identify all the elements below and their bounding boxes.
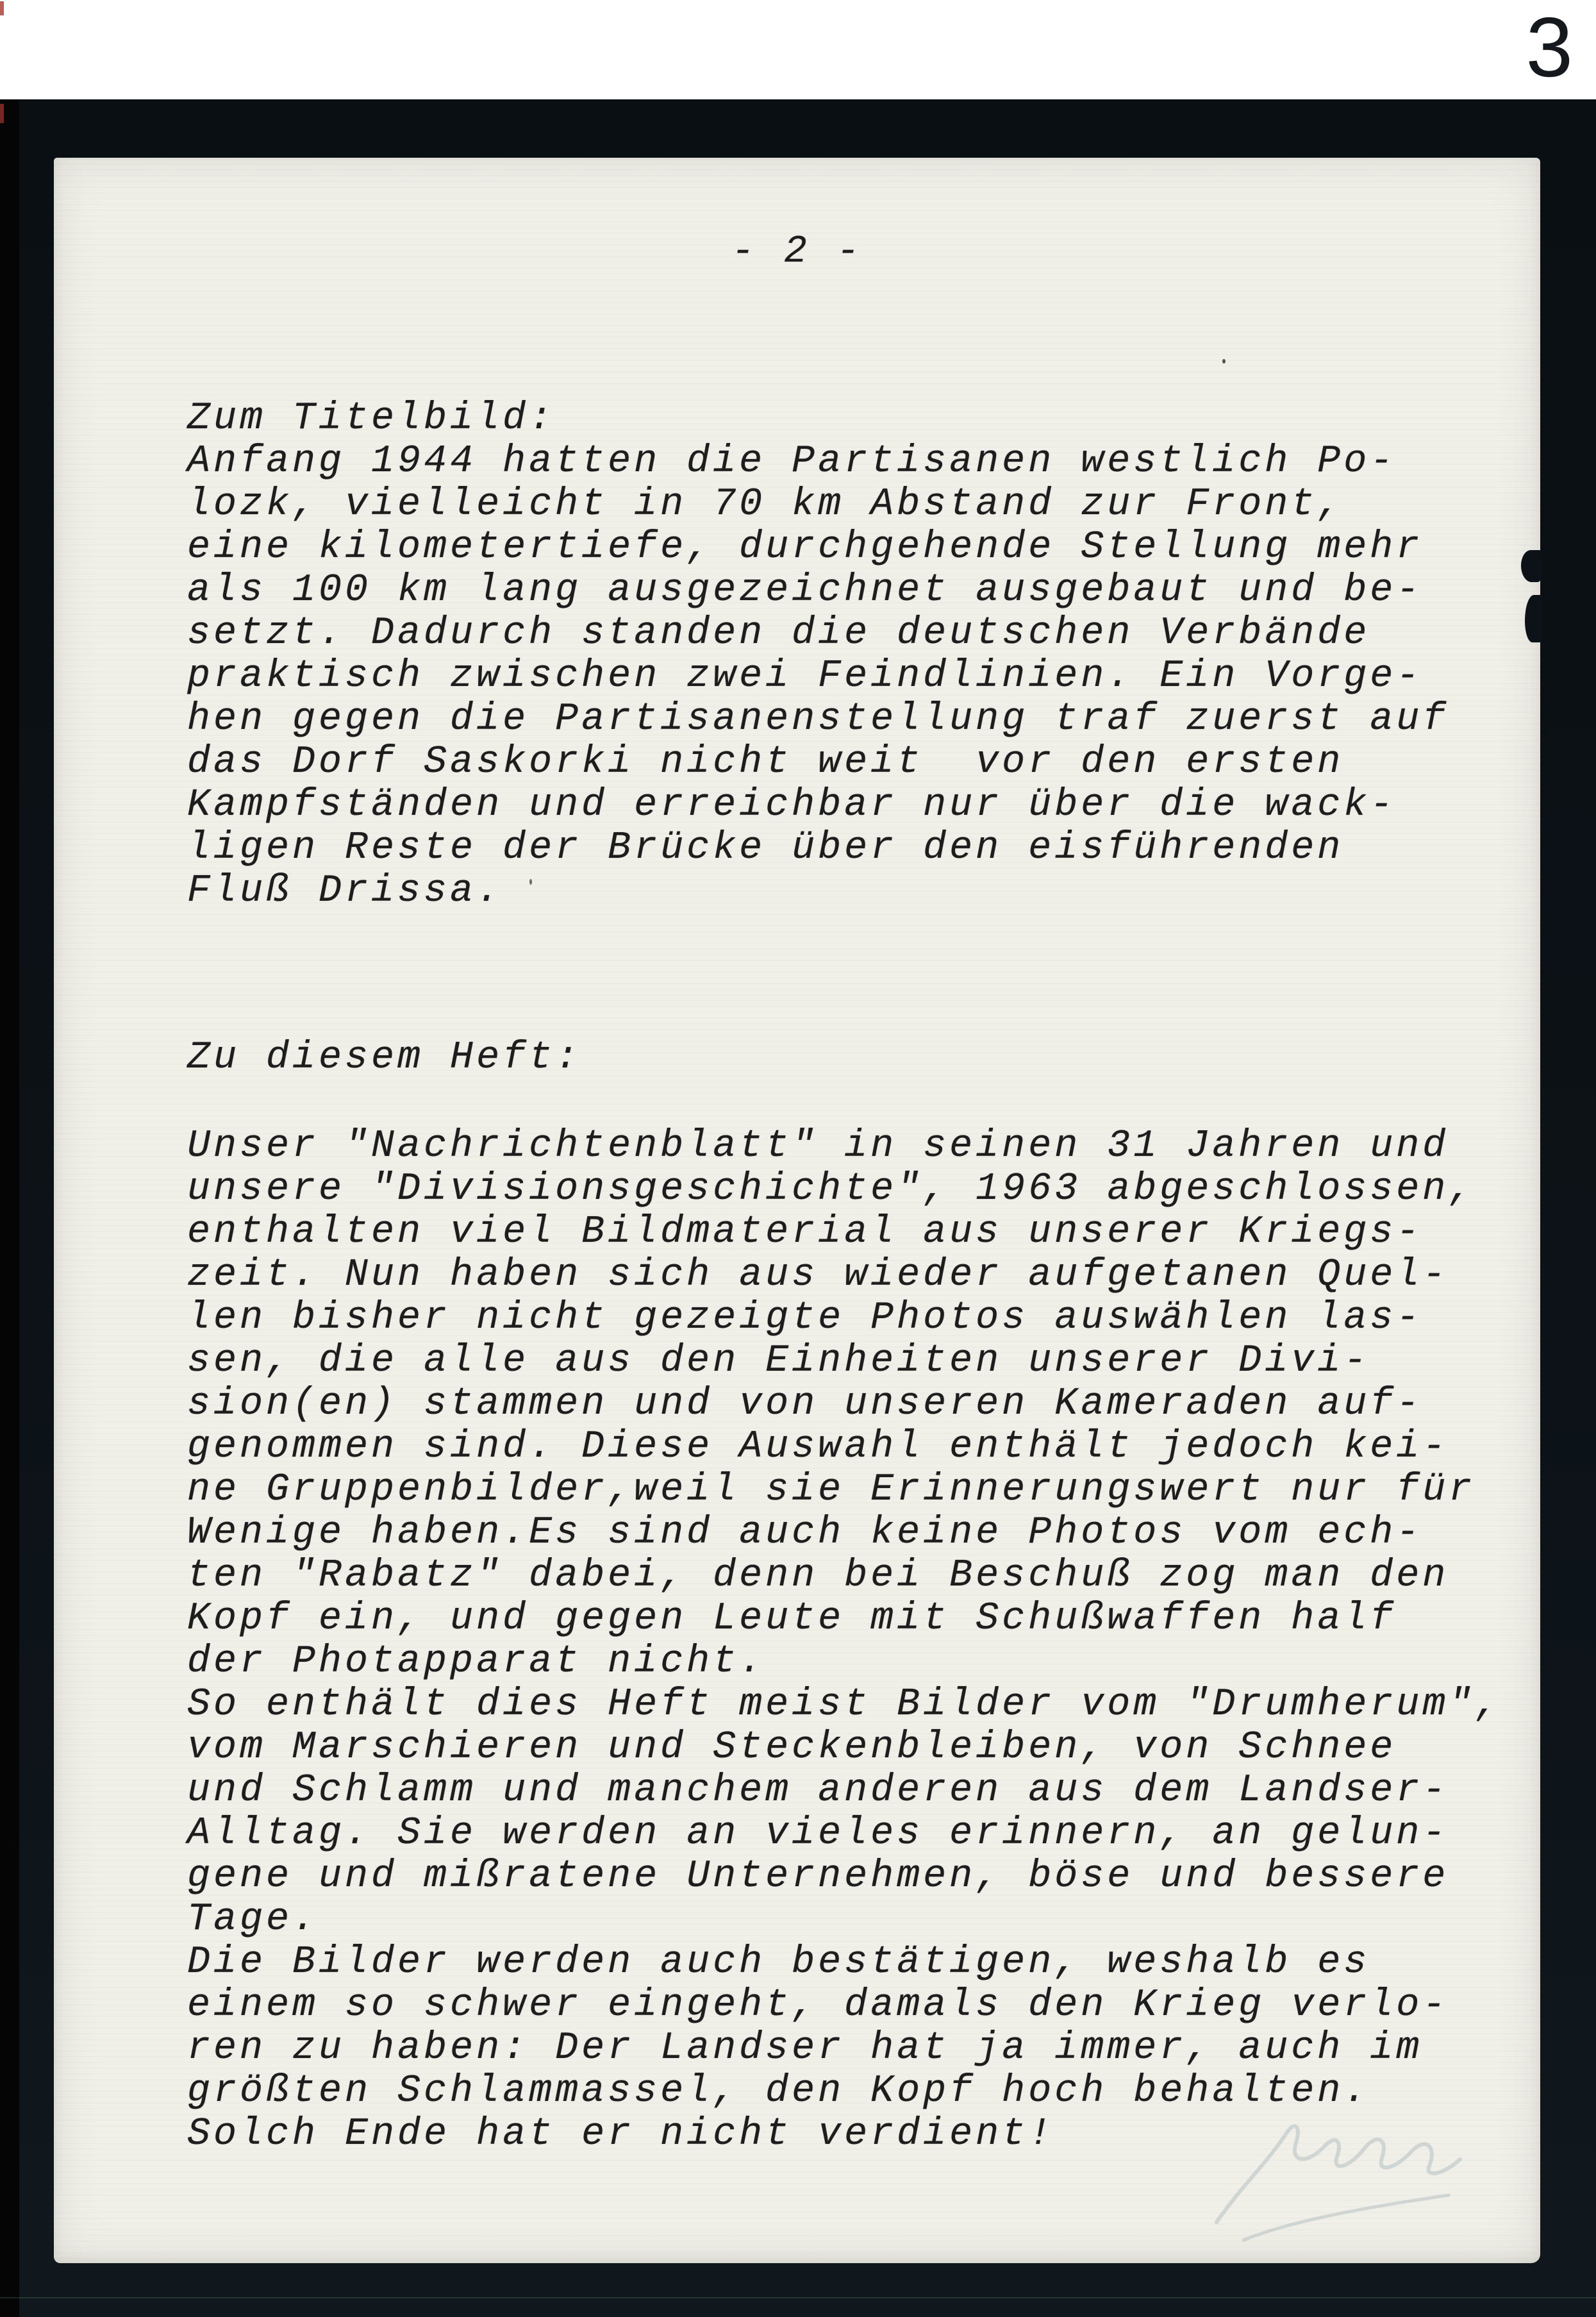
text-line: unsere "Divisionsgeschichte", 1963 abgeschlossen, <box>187 1167 1475 1211</box>
text-line: ren zu haben: Der Landser hat ja immer, auch im <box>187 2027 1423 2070</box>
text-line: Wenige haben.Es sind auch keine Photos vom ech- <box>187 1511 1423 1555</box>
text-line: genommen sind. Diese Auswahl enthält jedoch kei- <box>187 1425 1449 1469</box>
sheet-corner-number: 3 <box>1525 0 1573 94</box>
faint-handwriting-mark <box>1205 2087 1481 2267</box>
text-line: len bisher nicht gezeigte Photos auswählen las- <box>187 1296 1423 1340</box>
text-line: ten "Rabatz" dabei, denn bei Beschuß zog man den <box>187 1554 1449 1598</box>
text-line: hen gegen die Partisanenstellung traf zuerst auf <box>187 698 1449 741</box>
scanline-artifact <box>0 2297 1596 2298</box>
section-zu-diesem-heft-body <box>187 1125 1501 2156</box>
text-line: als 100 km lang ausgezeichnet ausgebaut und be- <box>187 569 1423 612</box>
paper-speck <box>529 879 532 885</box>
scanner-backdrop-strip <box>0 0 1596 99</box>
torn-edge-blob <box>1521 550 1542 582</box>
text-line: Tage. <box>187 1898 319 1941</box>
text-line: eine kilometertiefe, durchgehende Stellung mehr <box>187 526 1423 569</box>
text-line: einem so schwer eingeht, damals den Krieg verlo- <box>187 1984 1449 2027</box>
section-heading: Zu diesem Heft: <box>187 1036 582 1080</box>
scanner-mat-left-edge <box>0 99 19 2317</box>
text-line: vom Marschieren und Steckenbleiben, von Schnee <box>187 1726 1397 1769</box>
text-line: sion(en) stammen und von unseren Kameraden auf- <box>187 1382 1423 1426</box>
text-line: praktisch zwischen zwei Feindlinien. Ein Vorge- <box>187 655 1423 698</box>
film-edge-artifact <box>0 104 4 123</box>
section-body <box>187 440 1449 913</box>
text-line: Fluß Drissa. <box>187 869 503 913</box>
text-line: ligen Reste der Brücke über den eisführenden <box>187 826 1344 870</box>
text-line: enthalten viel Bildmaterial aus unserer Kriegs- <box>187 1210 1423 1254</box>
page-number: - 2 - <box>731 230 863 274</box>
section-zum-titelbild <box>187 397 1449 913</box>
text-line: setzt. Dadurch standen die deutschen Verbände <box>187 612 1370 655</box>
text-line: das Dorf Saskorki nicht weit vor den ersten <box>187 740 1344 784</box>
text-line: lozk, vielleicht in 70 km Abstand zur Front, <box>187 483 1344 526</box>
text-line: Kopf ein, und gegen Leute mit Schußwaffen half <box>187 1597 1397 1641</box>
text-line: größten Schlammassel, den Kopf hoch behalten. <box>187 2070 1370 2113</box>
text-line: So enthält dies Heft meist Bilder vom "Drumherum", <box>187 1683 1502 1727</box>
torn-edge-blob <box>1525 595 1542 642</box>
text-line: der Photapparat nicht. <box>187 1640 766 1684</box>
text-line: ne Gruppenbilder,weil sie Erinnerungswert nur für <box>187 1468 1475 1512</box>
document-paper <box>54 158 1540 2263</box>
text-line: Die Bilder werden auch bestätigen, weshalb es <box>187 1941 1370 1984</box>
text-line: Kampfständen und erreichbar nur über die wack- <box>187 783 1397 827</box>
section-heading: Zum Titelbild: <box>187 397 556 440</box>
film-edge-artifact <box>0 1 4 15</box>
text-line: Anfang 1944 hatten die Partisanen westlich Po- <box>187 440 1397 483</box>
text-line: sen, die alle aus den Einheiten unserer Divi- <box>187 1339 1370 1383</box>
paper-speck <box>1222 359 1226 364</box>
text-line: Unser "Nachrichtenblatt" in seinen 31 Jahren und <box>187 1125 1449 1168</box>
text-line: gene und mißratene Unternehmen, böse und bessere <box>187 1855 1449 1898</box>
text-line: Alltag. Sie werden an vieles erinnern, an gelun- <box>187 1812 1449 1855</box>
text-line: und Schlamm und manchem anderen aus dem Landser- <box>187 1769 1449 1812</box>
text-line: zeit. Nun haben sich aus wieder aufgetanen Quel- <box>187 1253 1449 1297</box>
text-line: Solch Ende hat er nicht verdient! <box>187 2112 1055 2156</box>
